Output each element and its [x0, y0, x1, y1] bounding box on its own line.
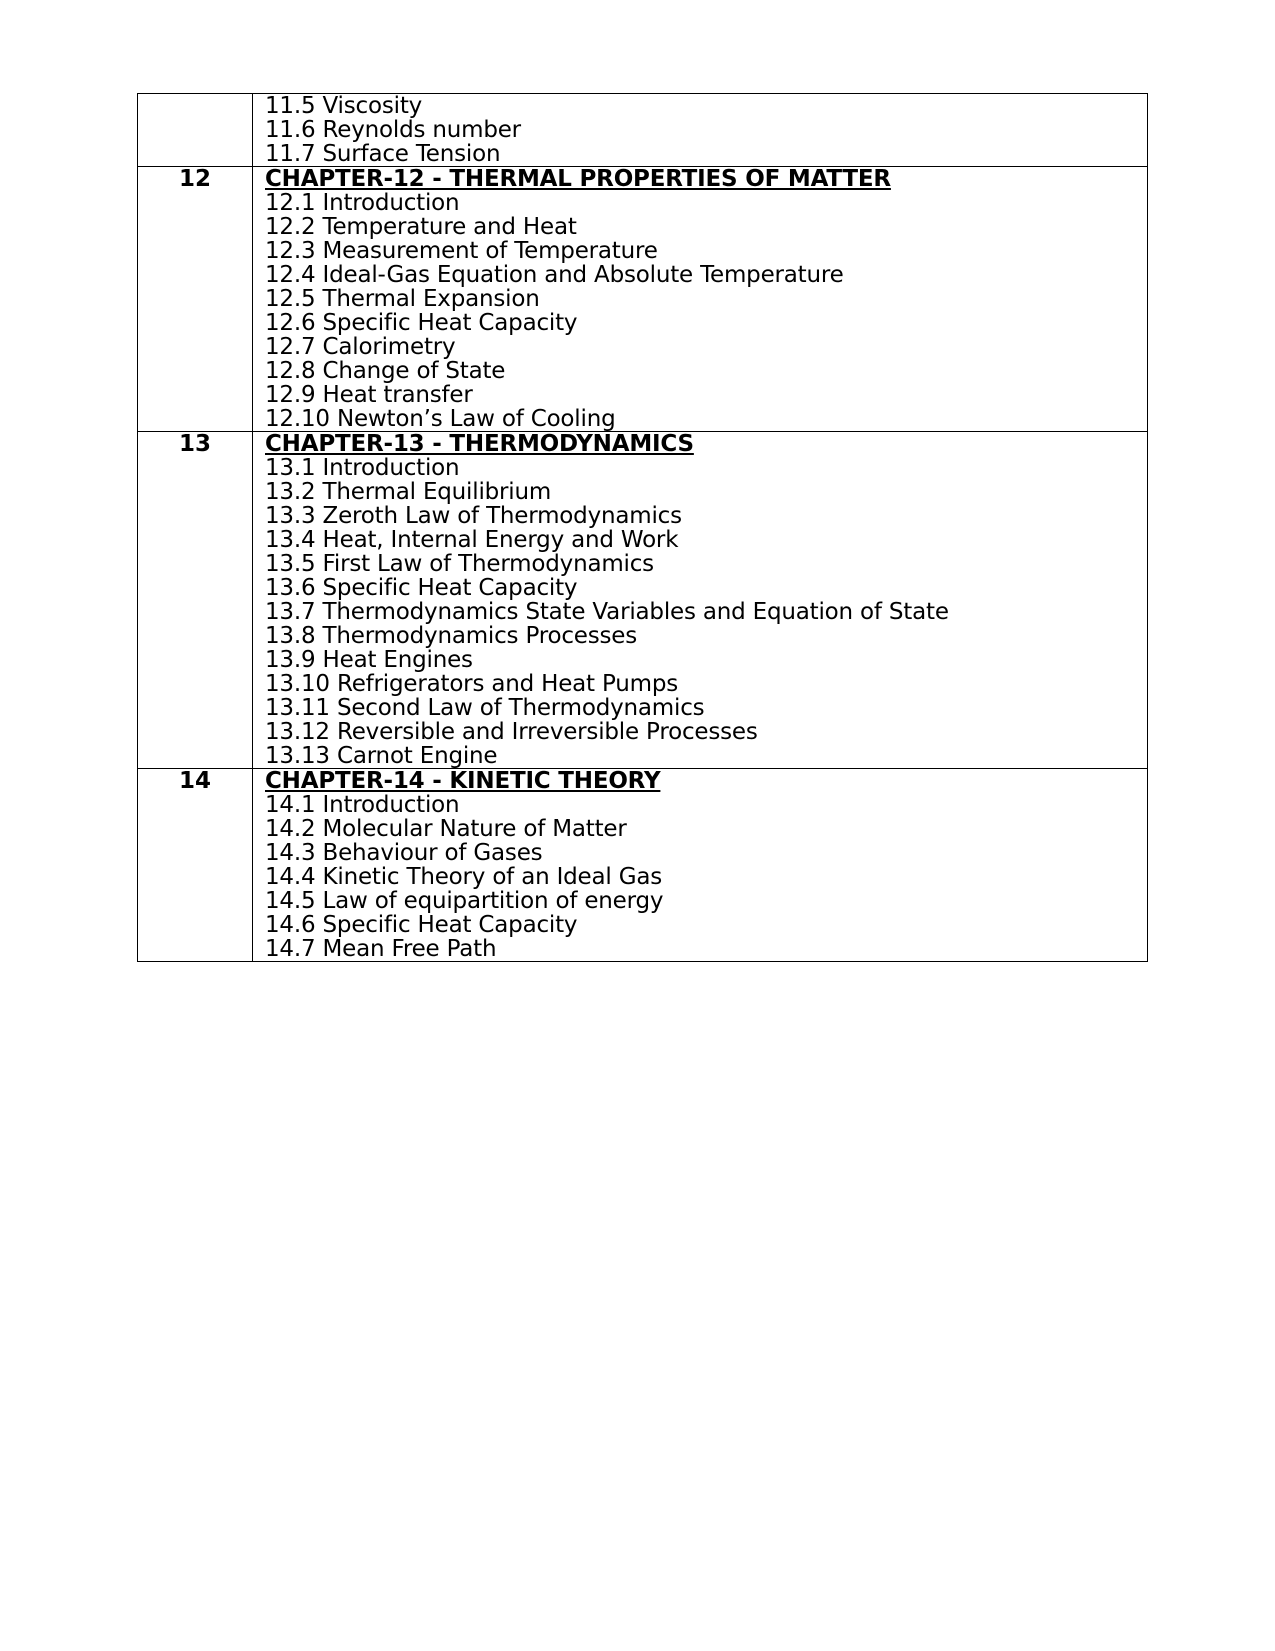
- topic-item: 14.2 Molecular Nature of Matter: [265, 816, 627, 842]
- chapter-title: CHAPTER-12 - THERMAL PROPERTIES OF MATTER: [265, 166, 891, 192]
- topic-item: 11.7 Surface Tension: [265, 141, 501, 167]
- chapter-topics-cell: [253, 94, 1148, 167]
- topic-item: 13.11 Second Law of Thermodynamics: [265, 695, 705, 721]
- table-body: [138, 94, 1148, 962]
- topic-item: 12.10 Newton’s Law of Cooling: [265, 406, 616, 432]
- topic-item: 12.1 Introduction: [265, 190, 460, 216]
- topic-item: 13.3 Zeroth Law of Thermodynamics: [265, 503, 682, 529]
- topic-item: 14.5 Law of equipartition of energy: [265, 888, 664, 914]
- topic-item: 12.2 Temperature and Heat: [265, 214, 577, 240]
- topic-item: 12.6 Specific Heat Capacity: [265, 310, 578, 336]
- topic-item: 13.12 Reversible and Irreversible Processes: [265, 719, 758, 745]
- chapter-number: 14: [138, 769, 253, 962]
- topic-item: 12.3 Measurement of Temperature: [265, 238, 658, 264]
- chapter-number: 13: [138, 432, 253, 769]
- table-row: [138, 167, 1148, 432]
- topic-item: 13.5 First Law of Thermodynamics: [265, 551, 654, 577]
- topic-item: 13.1 Introduction: [265, 455, 460, 481]
- topic-item: 14.3 Behaviour of Gases: [265, 840, 543, 866]
- topic-item: 14.1 Introduction: [265, 792, 460, 818]
- topic-item: 12.9 Heat transfer: [265, 382, 473, 408]
- table-row: [138, 94, 1148, 167]
- topic-item: 13.7 Thermodynamics State Variables and Equation of State: [265, 599, 949, 625]
- chapter-topics-cell: [253, 432, 1148, 769]
- topic-item: 13.4 Heat, Internal Energy and Work: [265, 527, 679, 553]
- topic-item: 14.6 Specific Heat Capacity: [265, 912, 578, 938]
- topic-item: 13.10 Refrigerators and Heat Pumps: [265, 671, 679, 697]
- topic-item: 12.4 Ideal-Gas Equation and Absolute Temperature: [265, 262, 844, 288]
- topic-item: 13.8 Thermodynamics Processes: [265, 623, 638, 649]
- topic-item: 11.5 Viscosity: [265, 93, 423, 119]
- topic-item: 11.6 Reynolds number: [265, 117, 521, 143]
- table-row: [138, 432, 1148, 769]
- topic-item: 13.6 Specific Heat Capacity: [265, 575, 578, 601]
- chapter-number: [138, 94, 253, 167]
- topic-item: 12.5 Thermal Expansion: [265, 286, 540, 312]
- table-row: [138, 769, 1148, 962]
- chapter-title: CHAPTER-13 - THERMODYNAMICS: [265, 431, 694, 457]
- chapter-number: 12: [138, 167, 253, 432]
- topic-item: 14.7 Mean Free Path: [265, 936, 497, 962]
- topic-item: 13.2 Thermal Equilibrium: [265, 479, 552, 505]
- topic-item: 13.13 Carnot Engine: [265, 743, 498, 769]
- topic-item: 13.9 Heat Engines: [265, 647, 473, 673]
- syllabus-table: [137, 93, 1148, 962]
- chapter-topics-cell: [253, 167, 1148, 432]
- chapter-title: CHAPTER-14 - KINETIC THEORY: [265, 768, 661, 794]
- chapter-topics-cell: [253, 769, 1148, 962]
- topic-item: 12.7 Calorimetry: [265, 334, 456, 360]
- topic-item: 14.4 Kinetic Theory of an Ideal Gas: [265, 864, 663, 890]
- topic-item: 12.8 Change of State: [265, 358, 506, 384]
